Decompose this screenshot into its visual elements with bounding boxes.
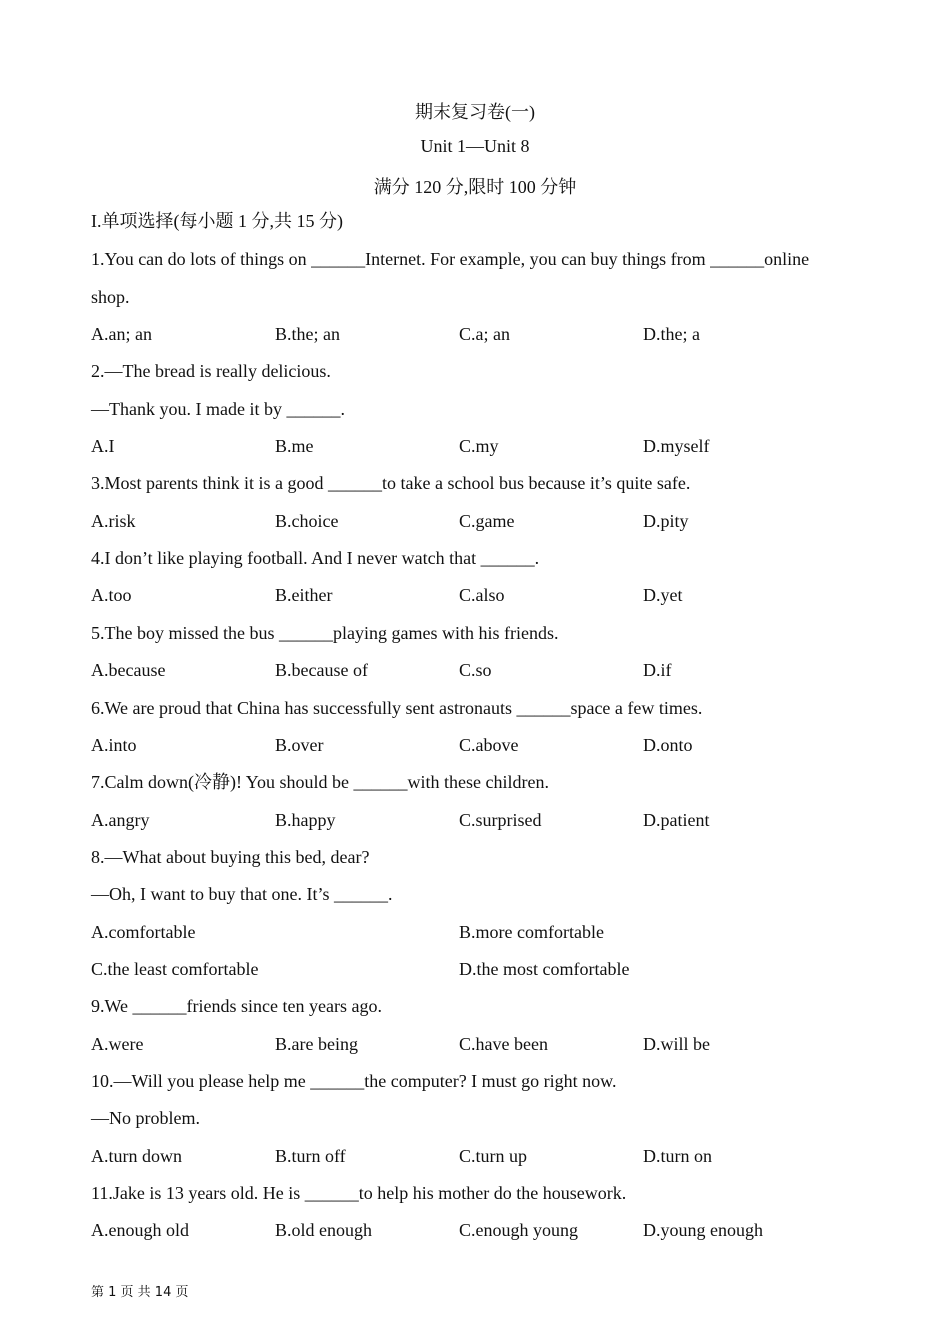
question-9-option-b: B.are being bbox=[275, 1034, 358, 1054]
question-3-option-d: D.pity bbox=[643, 511, 689, 531]
question-5-option-a: A.because bbox=[91, 660, 166, 680]
question-5-option-c: C.so bbox=[459, 660, 492, 680]
question-11-text: 11.Jake is 13 years old. He is ______to help his mother do the housework. bbox=[91, 1183, 627, 1203]
question-3-option-c: C.game bbox=[459, 511, 515, 531]
question-1-text-cont: shop. bbox=[91, 287, 130, 307]
question-11-option-b: B.old enough bbox=[275, 1220, 372, 1240]
question-4-option-c: C.also bbox=[459, 585, 505, 605]
question-5-text: 5.The boy missed the bus ______playing games with his friends. bbox=[91, 623, 559, 643]
question-8-text: 8.—What about buying this bed, dear? bbox=[91, 847, 370, 867]
question-8-text-cont: —Oh, I want to buy that one. It’s ______. bbox=[91, 884, 393, 904]
question-10-text: 10.—Will you please help me ______the computer? I must go right now. bbox=[91, 1071, 617, 1091]
question-4-option-d: D.yet bbox=[643, 585, 683, 605]
question-3-text: 3.Most parents think it is a good ______to take a school bus because it’s quite safe. bbox=[91, 473, 691, 493]
question-7-option-a: A.angry bbox=[91, 810, 150, 830]
question-9-option-d: D.will be bbox=[643, 1034, 710, 1054]
question-6-option-a: A.into bbox=[91, 735, 137, 755]
question-2-option-d: D.myself bbox=[643, 436, 710, 456]
question-6-text: 6.We are proud that China has successfully sent astronauts ______space a few times. bbox=[91, 698, 703, 718]
question-4-text: 4.I don’t like playing football. And I never watch that ______. bbox=[91, 548, 540, 568]
question-10-option-c: C.turn up bbox=[459, 1146, 528, 1166]
question-4-option-a: A.too bbox=[91, 585, 132, 605]
exam-title: 期末复习卷(一) bbox=[415, 102, 535, 122]
question-11-option-c: C.enough young bbox=[459, 1220, 578, 1240]
question-2-option-a: A.I bbox=[91, 436, 115, 456]
question-1-text: 1.You can do lots of things on ______Internet. For example, you can buy things from ______online bbox=[91, 249, 810, 269]
question-2-option-b: B.me bbox=[275, 436, 314, 456]
question-8-option-c: C.the least comfortable bbox=[91, 959, 259, 979]
question-3-option-a: A.risk bbox=[91, 511, 136, 531]
question-10-option-a: A.turn down bbox=[91, 1146, 182, 1166]
question-6-option-b: B.over bbox=[275, 735, 324, 755]
question-10-option-d: D.turn on bbox=[643, 1146, 712, 1166]
question-7-text: 7.Calm down(冷静)! You should be ______with these children. bbox=[91, 772, 549, 792]
question-7-option-d: D.patient bbox=[643, 810, 710, 830]
question-9-option-a: A.were bbox=[91, 1034, 144, 1054]
question-7-option-c: C.surprised bbox=[459, 810, 542, 830]
question-1-option-b: B.the; an bbox=[275, 324, 340, 344]
section-heading: I.单项选择(每小题 1 分,共 15 分) bbox=[91, 211, 343, 231]
exam-units: Unit 1—Unit 8 bbox=[420, 136, 530, 156]
question-11-option-d: D.young enough bbox=[643, 1220, 763, 1240]
question-9-option-c: C.have been bbox=[459, 1034, 548, 1054]
page-indicator: 第 1 页 共 14 页 bbox=[91, 1285, 189, 1300]
question-5-option-b: B.because of bbox=[275, 660, 368, 680]
question-2-text-cont: —Thank you. I made it by ______. bbox=[91, 399, 345, 419]
question-11-option-a: A.enough old bbox=[91, 1220, 189, 1240]
question-4-option-b: B.either bbox=[275, 585, 333, 605]
question-3-option-b: B.choice bbox=[275, 511, 339, 531]
question-6-option-d: D.onto bbox=[643, 735, 693, 755]
question-8-option-d: D.the most comfortable bbox=[459, 959, 630, 979]
question-1-option-a: A.an; an bbox=[91, 324, 152, 344]
question-8-option-a: A.comfortable bbox=[91, 922, 196, 942]
question-10-option-b: B.turn off bbox=[275, 1146, 346, 1166]
question-5-option-d: D.if bbox=[643, 660, 672, 680]
question-2-text: 2.—The bread is really delicious. bbox=[91, 361, 331, 381]
question-6-option-c: C.above bbox=[459, 735, 519, 755]
question-8-option-b: B.more comfortable bbox=[459, 922, 604, 942]
question-1-option-c: C.a; an bbox=[459, 324, 510, 344]
exam-score-info: 满分 120 分,限时 100 分钟 bbox=[373, 177, 577, 197]
question-7-option-b: B.happy bbox=[275, 810, 336, 830]
question-2-option-c: C.my bbox=[459, 436, 499, 456]
question-1-option-d: D.the; a bbox=[643, 324, 700, 344]
question-9-text: 9.We ______friends since ten years ago. bbox=[91, 996, 382, 1016]
question-10-text-cont: —No problem. bbox=[91, 1108, 200, 1128]
